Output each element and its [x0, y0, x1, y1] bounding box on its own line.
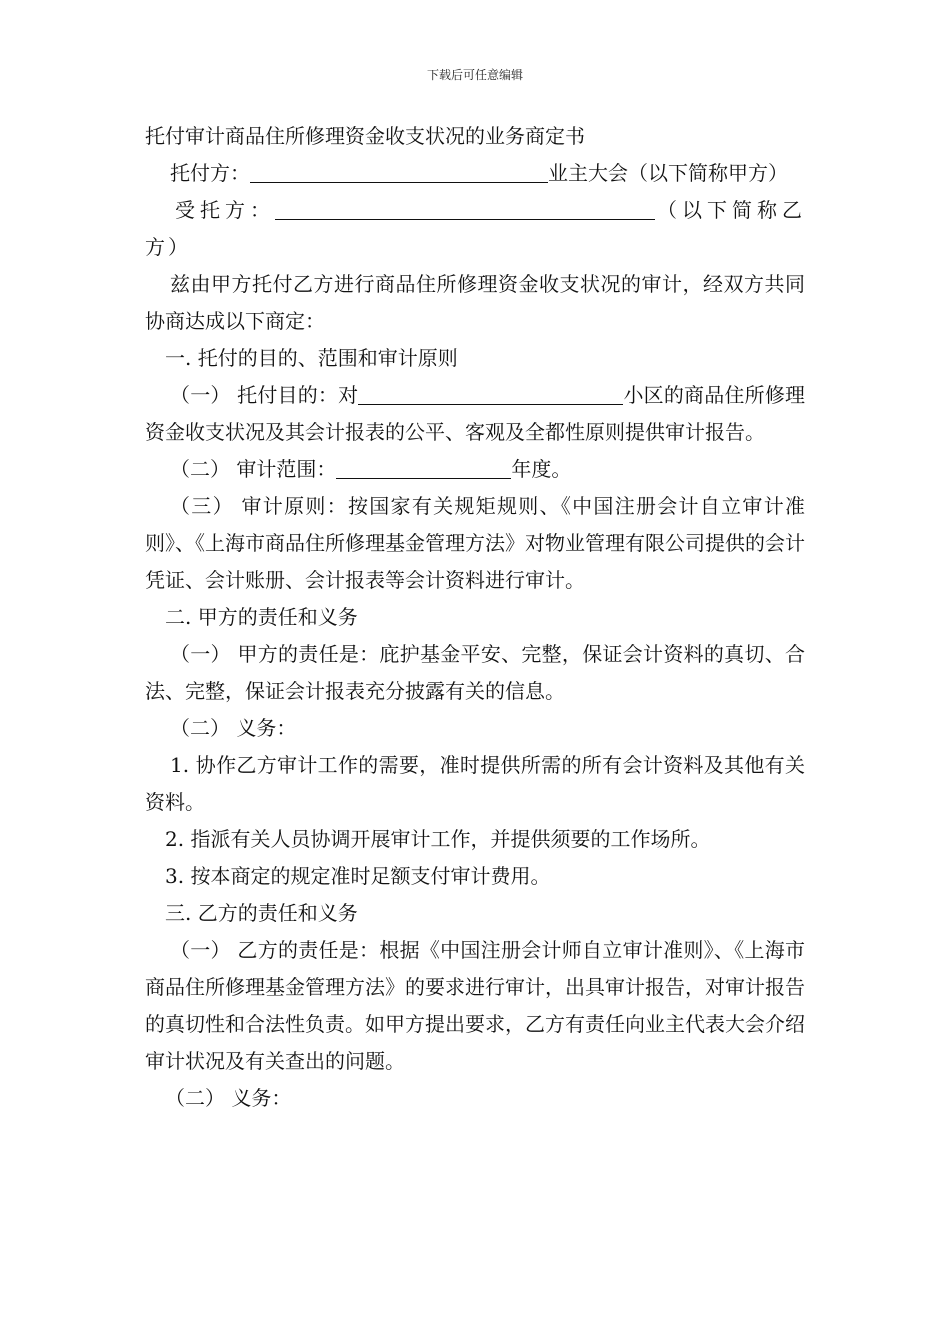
party-a-item-1: 1. 协作乙方审计工作的需要，准时提供所需的所有会计资料及其他有关资料。 [145, 753, 805, 814]
client-blank [250, 160, 548, 183]
contractor-line [145, 192, 805, 266]
purpose-paragraph [145, 377, 805, 451]
intro-paragraph: 兹由甲方托付乙方进行商品住所修理资金收支状况的审计，经双方共同协商达成以下商定： [145, 272, 805, 333]
party-a-item-2: 2. 指派有关人员协调开展审计工作，并提供须要的工作场所。 [165, 827, 711, 851]
purpose-prefix: （一） 托付目的：对 [170, 383, 359, 407]
contractor-suffix: （以下简称乙方） [145, 198, 805, 259]
contractor-label: 受托方： [175, 198, 275, 222]
section-1-heading: 一. 托付的目的、范围和审计原则 [165, 346, 458, 370]
client-line [145, 155, 805, 192]
party-b-duty-paragraph: （一） 乙方的责任是：根据《中国注册会计师自立审计准则》、《上海市商品住所修理基金管理方法》的要求进行审计，出具审计报告，对审计报告的真切性和合法性负责。如甲方提出要求，乙方有责任向业主代表大会介绍审计状况及有关查出的问题。 [145, 938, 805, 1073]
client-suffix: 业主大会（以下简称甲方） [548, 161, 788, 185]
purpose-suffix: 小区的商品住所修理资金收支状况及其会计报表的公平、客观及全都性原则提供审计报告。 [145, 383, 806, 444]
section-3-heading: 三. 乙方的责任和义务 [165, 901, 358, 925]
principle-paragraph: （三） 审计原则：按国家有关规矩规则、《中国注册会计自立审计准则》、《上海市商品住所修理基金管理方法》对物业管理有限公司提供的会计凭证、会计账册、会计报表等会计资料进行审计。 [145, 494, 805, 592]
client-label: 托付方： [170, 161, 250, 185]
scope-prefix: （二） 审计范围： [170, 457, 337, 481]
party-a-duty-paragraph: （一） 甲方的责任是：庇护基金平安、完整，保证会计资料的真切、合法、完整，保证会计报表充分披露有关的信息。 [145, 642, 805, 703]
party-a-item-3: 3. 按本商定的规定准时足额支付审计费用。 [165, 864, 551, 888]
scope-paragraph [145, 451, 805, 488]
document-title: 托付审计商品住所修理资金收支状况的业务商定书 [145, 124, 585, 148]
party-a-obligation-heading: （二） 义务： [170, 716, 297, 740]
header-note: 下载后可任意编辑 [426, 68, 523, 82]
purpose-blank [358, 382, 623, 405]
party-b-obligation-heading: （二） 义务： [165, 1086, 292, 1110]
document-body [145, 118, 805, 1117]
section-2-heading: 二. 甲方的责任和义务 [165, 605, 358, 629]
contractor-blank [275, 197, 655, 220]
scope-suffix: 年度。 [511, 457, 572, 481]
scope-blank [336, 456, 511, 479]
